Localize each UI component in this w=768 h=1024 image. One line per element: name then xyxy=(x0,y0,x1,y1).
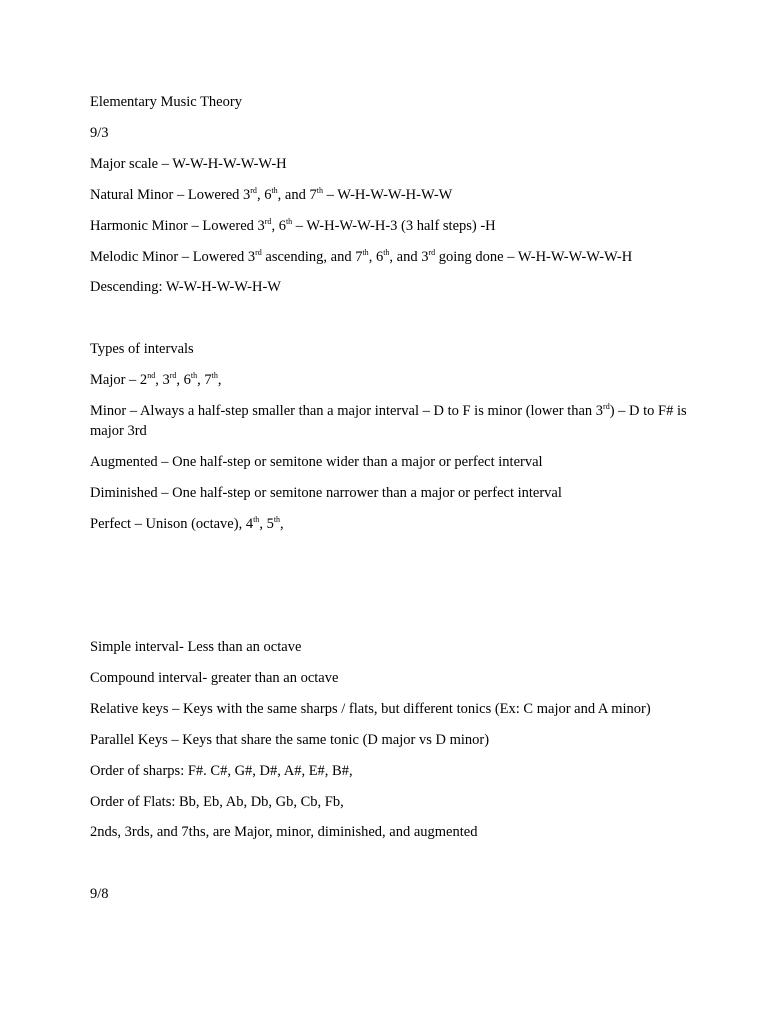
parallel-keys-line: Parallel Keys – Keys that share the same tonic (D major vs D minor) xyxy=(90,732,490,748)
harmonic-minor-line: Harmonic Minor – Lowered 3rd, 6th – W-H-W-W-H-3 (3 half steps) -H xyxy=(90,217,496,234)
document-title: Elementary Music Theory xyxy=(90,94,242,110)
perfect-interval-line: Perfect – Unison (octave), 4th, 5th, xyxy=(90,515,284,532)
major-interval-line: Major – 2nd, 3rd, 6th, 7th, xyxy=(90,371,222,388)
descending-line: Descending: W-W-H-W-W-H-W xyxy=(90,279,281,295)
compound-interval-line: Compound interval- greater than an octave xyxy=(90,670,339,686)
melodic-minor-line: Melodic Minor – Lowered 3rd ascending, and 7th, 6th, and 3rd going done – W-H-W-W-W-W-H xyxy=(90,248,633,265)
interval-qualities-line: 2nds, 3rds, and 7ths, are Major, minor, diminished, and augmented xyxy=(90,824,478,840)
major-scale-line: Major scale – W-W-H-W-W-W-H xyxy=(90,156,287,172)
order-of-sharps-line: Order of sharps: F#. C#, G#, D#, A#, E#, B#, xyxy=(90,763,353,779)
order-of-flats-line: Order of Flats: Bb, Eb, Ab, Db, Gb, Cb, Fb, xyxy=(90,794,344,810)
date-heading: 9/3 xyxy=(90,125,109,141)
augmented-interval-line: Augmented – One half-step or semitone wider than a major or perfect interval xyxy=(90,454,543,470)
natural-minor-line: Natural Minor – Lowered 3rd, 6th, and 7th – W-H-W-W-H-W-W xyxy=(90,186,453,203)
date-heading-2: 9/8 xyxy=(90,886,109,902)
intervals-heading: Types of intervals xyxy=(90,341,194,357)
minor-interval-line: Minor – Always a half-step smaller than a major interval – D to F is minor (lower than 3rd) – D to F# is major 3rd xyxy=(90,402,687,439)
relative-keys-line: Relative keys – Keys with the same sharps / flats, but different tonics (Ex: C major and A minor) xyxy=(90,701,651,717)
diminished-interval-line: Diminished – One half-step or semitone narrower than a major or perfect interval xyxy=(90,485,562,501)
simple-interval-line: Simple interval- Less than an octave xyxy=(90,639,302,655)
